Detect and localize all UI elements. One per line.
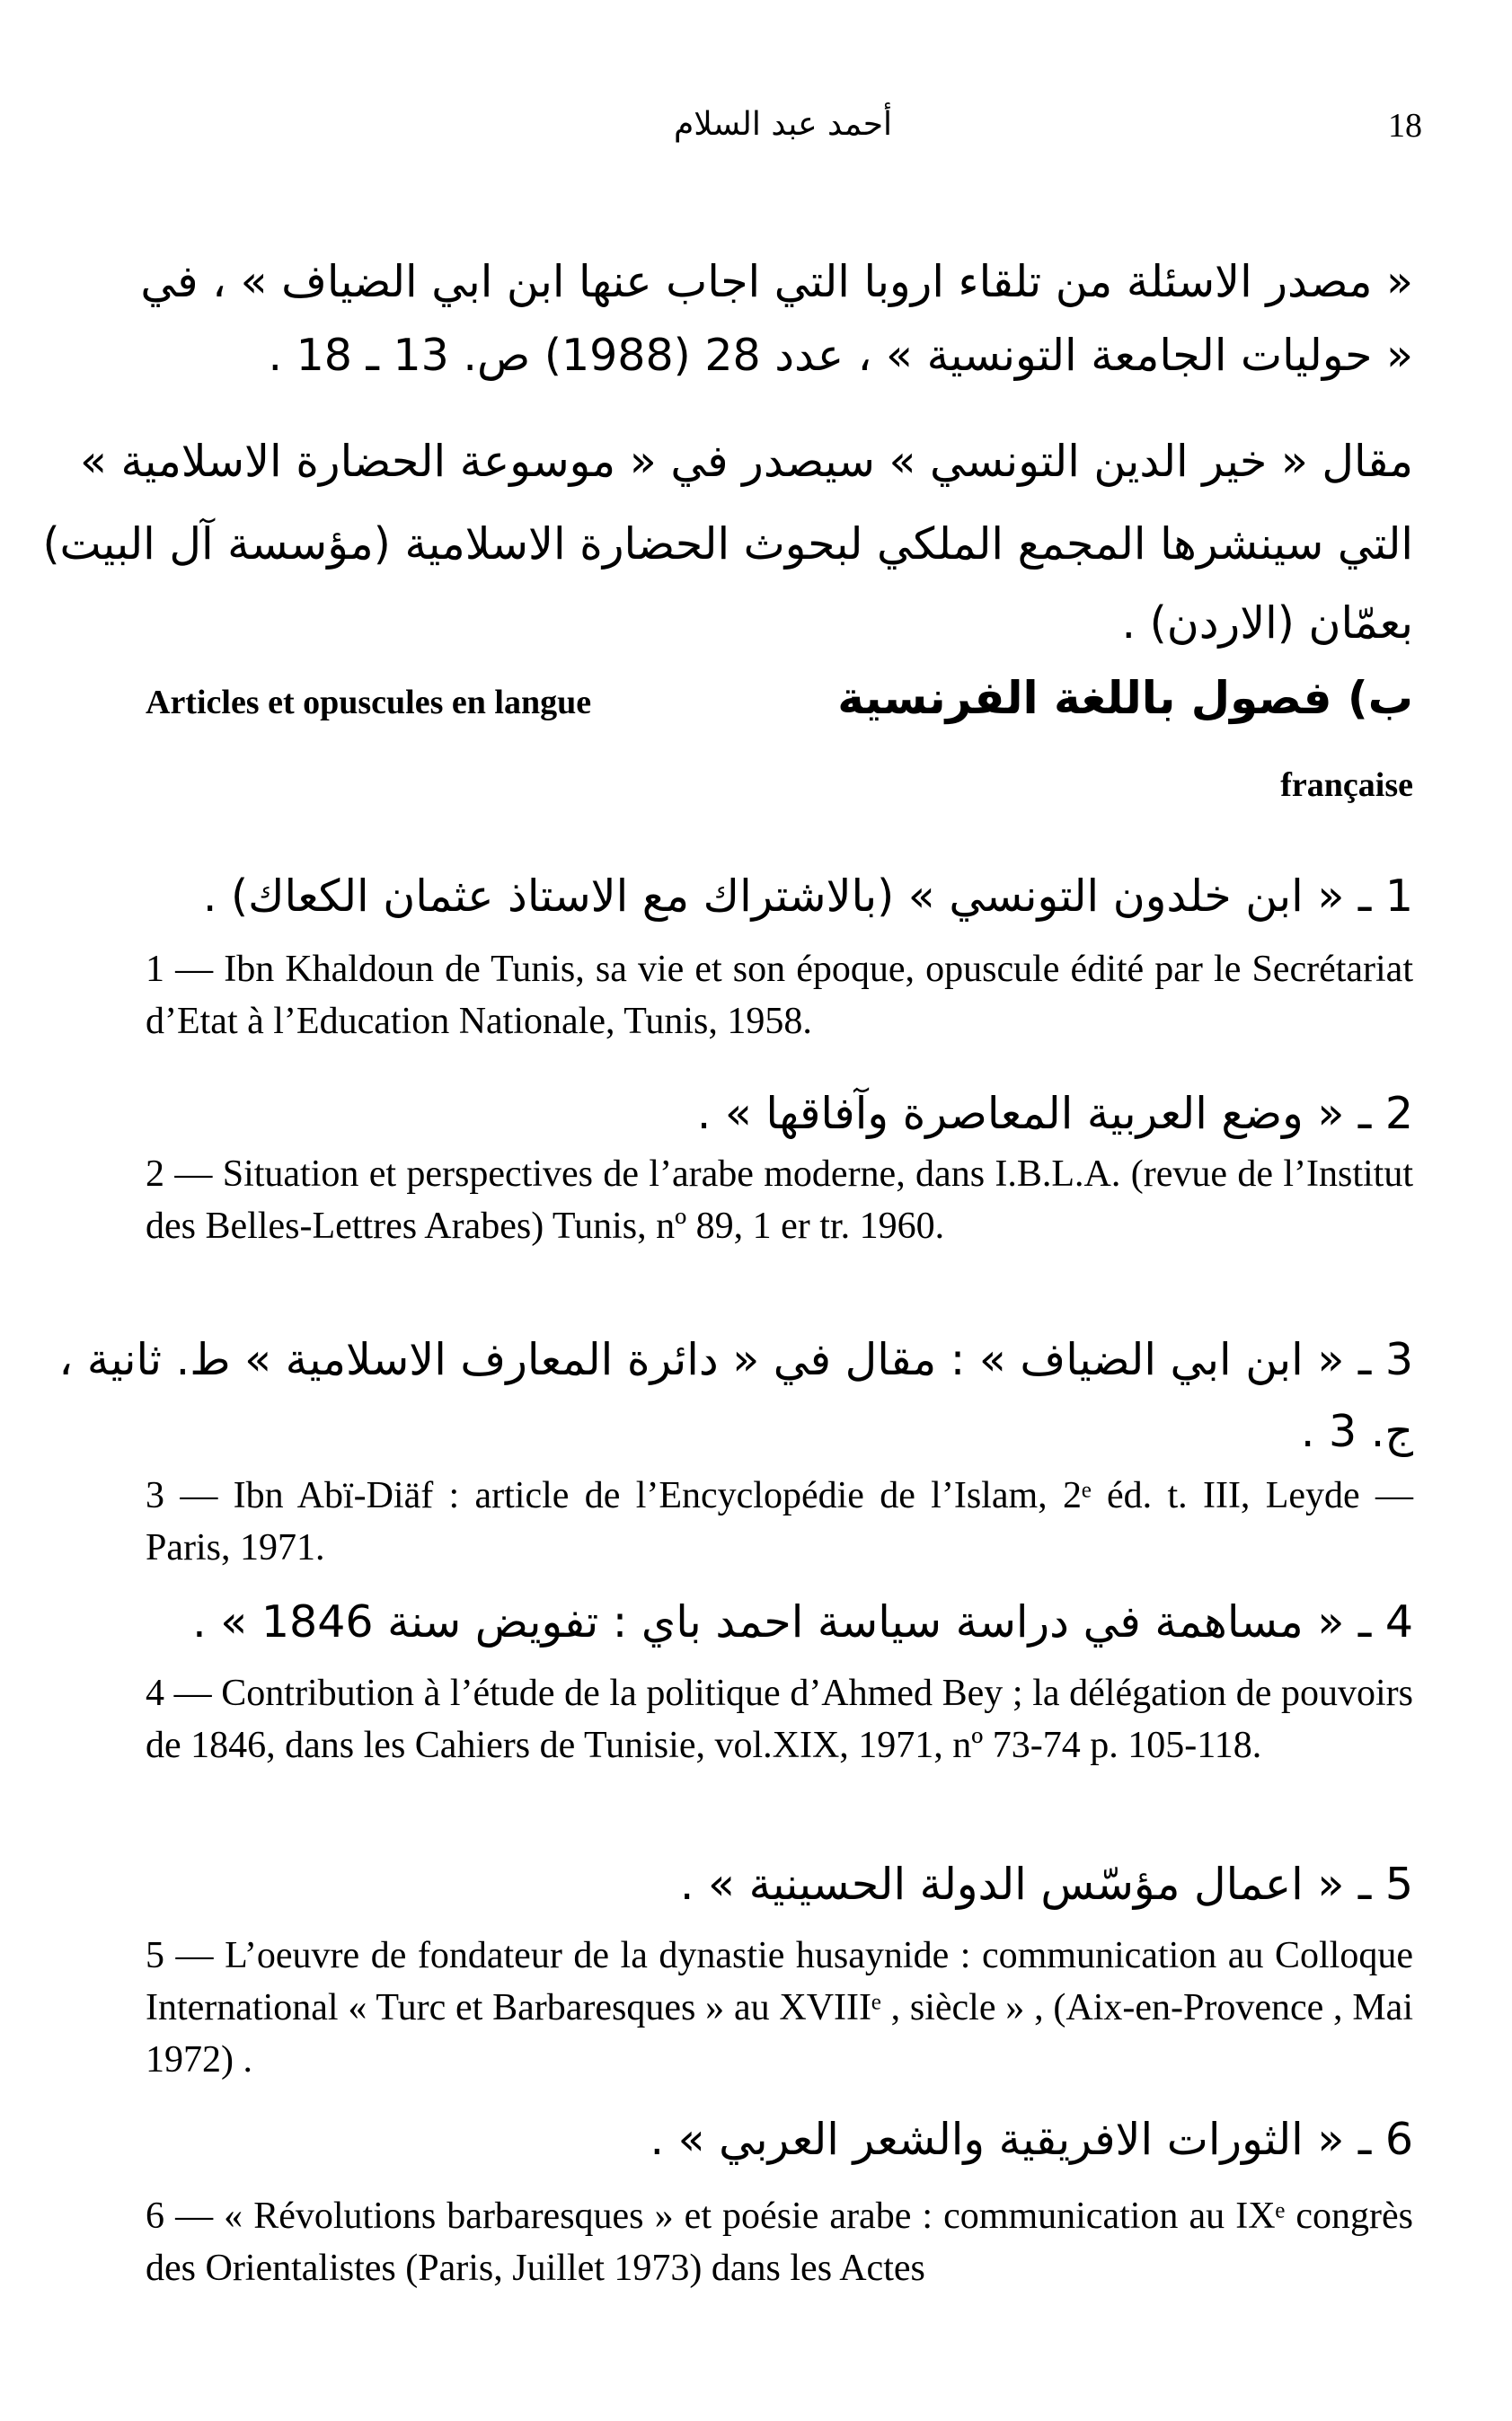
section-heading-fr: Articles et opuscules en langue [146,684,592,721]
arabic-entry-line: 2 ـ « وضع العربية المعاصرة وآفاقها » . [696,1088,1413,1139]
section-heading-ar: ب) فصول باللغة الفرنسية [837,672,1413,724]
arabic-entry-line: مقال « خير الدين التونسي » سيصدر في « موسوعة الحضارة الاسلامية » [79,436,1413,487]
french-entry: 2 — Situation et perspectives de l’arabe moderne, dans I.B.L.A. (revue de l’Institut des Belles-Lettres Arabes) Tunis, nº 89, 1 er tr. 1960. [146,1153,1413,1247]
page-header [144,106,1422,160]
running-head: أحمد عبد السلام [674,106,892,143]
arabic-entry-line: 5 ـ « اعمال مؤسّس الدولة الحسينية » . [679,1859,1413,1910]
french-entry: 6 — « Révolutions barbaresques » et poésie arabe : communication au IXᵉ congrès des Orientalistes (Paris, Juillet 1973) dans les Actes [146,2196,1413,2289]
french-entry: 3 — Ibn Abï-Diäf : article de l’Encyclopédie de l’Islam, 2ᵉ éd. t. III, Leyde — Paris, 1971. [146,1475,1413,1568]
arabic-entry-line: 3 ـ « ابن ابي الضياف » : مقال في « دائرة المعارف الاسلامية » ط. ثانية ، [58,1334,1413,1385]
arabic-entry-line: التي سينشرها المجمع الملكي لبحوث الحضارة الاسلامية (مؤسسة آل البيت) [42,518,1413,570]
page-number: 18 [1388,107,1422,145]
arabic-entry-line: 1 ـ « ابن خلدون التونسي » (بالاشتراك مع الاستاذ عثمان الكعاك) . [202,870,1413,922]
section-heading-fr-cont: française [1280,766,1413,804]
french-entry: 5 — L’oeuvre de fondateur de la dynastie husaynide : communication au Colloque International « Turc et Barbaresques » au XVIIIᵉ , siècle » , (Aix-en-Provence , Mai 1972) . [146,1935,1413,2081]
french-entry: 4 — Contribution à l’étude de la politique d’Ahmed Bey ; la délégation de pouvoirs de 1846, dans les Cahiers de Tunisie, vol.XIX, 1971, nº 73-74 p. 105-118. [146,1673,1413,1766]
french-entry: 1 — Ibn Khaldoun de Tunis, sa vie et son époque, opuscule édité par le Secrétariat d’Etat à l’Education Nationale, Tunis, 1958. [146,949,1413,1042]
arabic-entry-line: « حوليات الجامعة التونسية » ، عدد 28 (1988) ص. 13 ـ 18 . [268,330,1413,381]
arabic-entry-line: بعمّان (الاردن) . [1121,597,1413,649]
arabic-entry-line: « مصدر الاسئلة من تلقاء اروبا التي اجاب عنها ابن ابي الضياف » ، في [140,256,1413,307]
arabic-entry-line: ج. 3 . [1300,1406,1413,1457]
arabic-entry-line: 6 ـ « الثورات الافريقية والشعر العربي » . [650,2114,1413,2165]
arabic-entry-line: 4 ـ « مساهمة في دراسة سياسة احمد باي : تفويض سنة 1846 » . [192,1596,1413,1648]
